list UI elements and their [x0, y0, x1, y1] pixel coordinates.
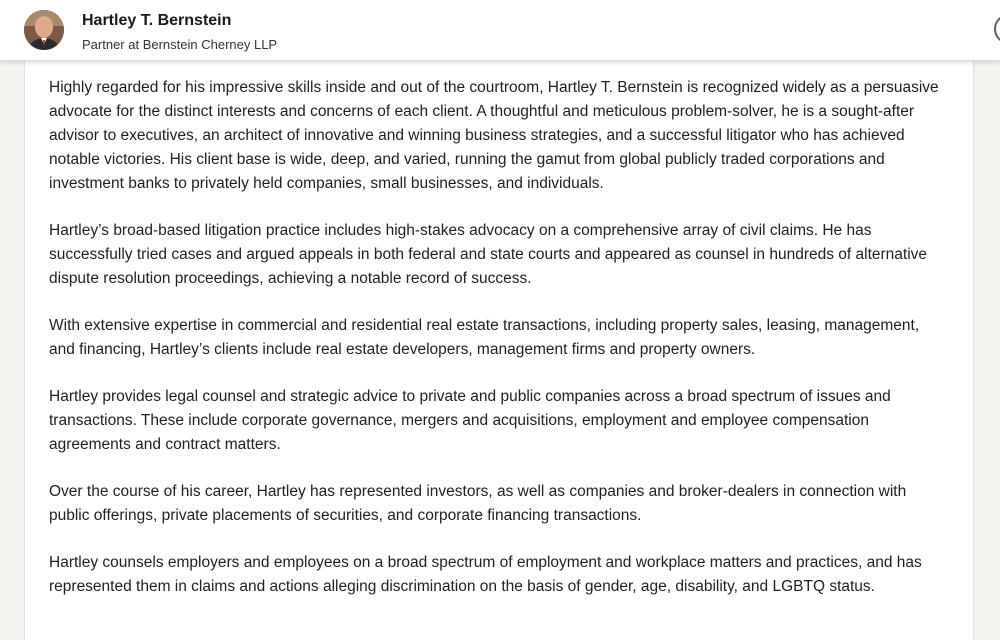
- about-paragraph: Over the course of his career, Hartley has represented investors, as well as companies and broker-dealers in connection with public offerings, private placements of securities, and corporate financing transactions.: [49, 483, 907, 524]
- profile-name[interactable]: Hartley T. Bernstein: [82, 12, 232, 29]
- about-paragraph: With extensive expertise in commercial and residential real estate transactions, including property sales, leasing, management, and financing, Hartley’s clients include real estate developers, management firms and property owners.: [49, 317, 920, 358]
- avatar[interactable]: [24, 10, 64, 50]
- about-paragraph: Hartley provides legal counsel and strategic advice to private and public companies across a broad spectrum of issues and transactions. These include corporate governance, mergers and acquisitions, employment and employee compensation agreements and contract matters.: [49, 388, 891, 453]
- profile-photo-icon: [24, 10, 64, 50]
- about-text: [49, 76, 949, 622]
- about-paragraph: Highly regarded for his impressive skills inside and out of the courtroom, Hartley T. Bernstein is recognized widely as a persuasive advocate for the distinct interests and concerns of each client. A thoughtful and meticulous problem-solver, he is a sought-after advisor to executives, an architect of innovative and winning business strategies, and a successful litigator who has achieved notable victories. His client base is wide, deep, and varied, running the gamut from global publicly traded corporations and investment banks to privately held companies, small businesses, and individuals.: [49, 79, 939, 192]
- profile-header: [0, 0, 1000, 61]
- profile-headline: Partner at Bernstein Cherney LLP: [82, 37, 278, 52]
- more-options-button[interactable]: [994, 14, 1000, 44]
- about-paragraph: Hartley’s broad-based litigation practice includes high-stakes advocacy on a comprehensive array of civil claims. He has successfully tried cases and argued appeals in both federal and state courts and appeared as counsel in hundreds of alternative dispute resolution proceedings, achieving a notable record of success.: [49, 222, 928, 287]
- about-section: [24, 61, 974, 640]
- about-paragraph: Hartley counsels employers and employees on a broad spectrum of employment and workplace matters and practices, and has represented them in claims and actions alleging discrimination on the basis of gender, age, disability, and LGBTQ status.: [49, 554, 922, 595]
